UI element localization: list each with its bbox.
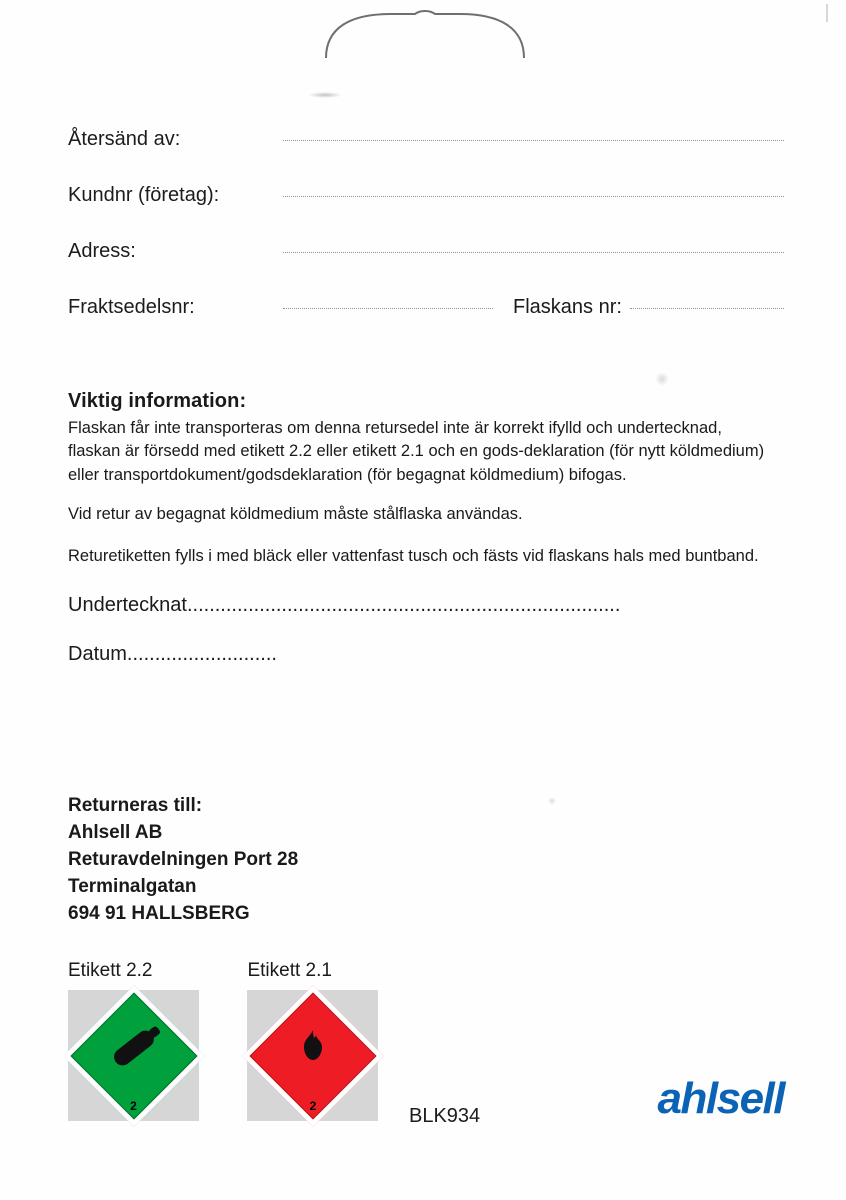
return-address-line-1: Ahlsell AB: [68, 821, 163, 843]
signature-line[interactable]: [68, 594, 768, 617]
info-paragraph-2: Vid retur av begagnat köldmedium måste stålflaska användas.: [68, 505, 523, 524]
field-label-sender: Återsänd av:: [68, 128, 181, 150]
page-edge-mark: [826, 4, 828, 22]
placard-box-red: [247, 990, 378, 1121]
field-row-sender: [68, 128, 784, 184]
ahlsell-logo: ahlsell: [657, 1074, 784, 1123]
placard-class-number-2-1: 2: [309, 1099, 317, 1113]
paper-speck: [655, 372, 669, 386]
return-address-line-3: Terminalgatan: [68, 875, 197, 897]
placard-caption-2-1: Etikett 2.1: [247, 960, 332, 981]
return-address-heading: Returneras till:: [68, 795, 203, 816]
field-row-customer-number: [68, 184, 784, 240]
info-paragraph-3: Returetiketten fylls i med bläck eller vattenfast tusch och fästs vid flaskans hals med buntband.: [68, 546, 759, 565]
info-heading: Viktig information:: [68, 390, 247, 412]
info-paragraph-1: Flaskan får inte transporteras om denna retursedel inte är korrekt ifylld och undertecknad, flaskan är försedd med etikett 2.2 eller etikett 2.1 och en gods-deklaration (för nytt köldmedium) eller transportdokument/godsdeklaration (för begagnat köldmedium) bifogas.: [68, 419, 765, 484]
paper-speck-2: [548, 797, 556, 805]
field-input-waybill[interactable]: [283, 307, 493, 309]
field-input-address[interactable]: [283, 251, 784, 253]
field-row-waybill: [68, 296, 784, 352]
signature-dots: ..............................................................................: [186, 594, 621, 617]
field-row-address: [68, 240, 784, 296]
return-address-block: [68, 793, 298, 928]
date-label: Datum: [68, 643, 127, 666]
field-label-waybill: Fraktsedelsnr:: [68, 296, 195, 318]
flame-icon: [300, 1029, 326, 1061]
placard-class-number-2-2: 2: [130, 1099, 137, 1113]
signature-label: Undertecknat: [68, 594, 187, 617]
placard-etikett-2-2: [68, 960, 199, 1121]
placard-etikett-2-1: [247, 960, 378, 1121]
return-address-line-4: 694 91 HALLSBERG: [68, 902, 250, 924]
field-input-customer-number[interactable]: [283, 195, 784, 197]
field-label-bottle-number: Flaskans nr:: [513, 296, 622, 318]
placard-caption-2-2: Etikett 2.2: [68, 960, 153, 981]
placard-box-green: [68, 990, 199, 1121]
return-address-line-2: Returavdelningen Port 28: [68, 848, 299, 870]
field-label-address: Adress:: [68, 240, 136, 262]
hanger-cutout: [320, 8, 530, 60]
date-dots: ...........................: [126, 643, 277, 666]
form-fields: [68, 128, 784, 352]
field-label-customer-number: Kundnr (företag):: [68, 184, 220, 206]
date-line[interactable]: [68, 643, 768, 666]
hazard-placards: [68, 960, 422, 1121]
paper-smudge: [308, 92, 342, 98]
field-input-sender[interactable]: [283, 139, 784, 141]
form-code: BLK934: [409, 1105, 481, 1127]
important-information-block: [68, 390, 768, 666]
field-input-bottle-number[interactable]: [630, 307, 784, 309]
